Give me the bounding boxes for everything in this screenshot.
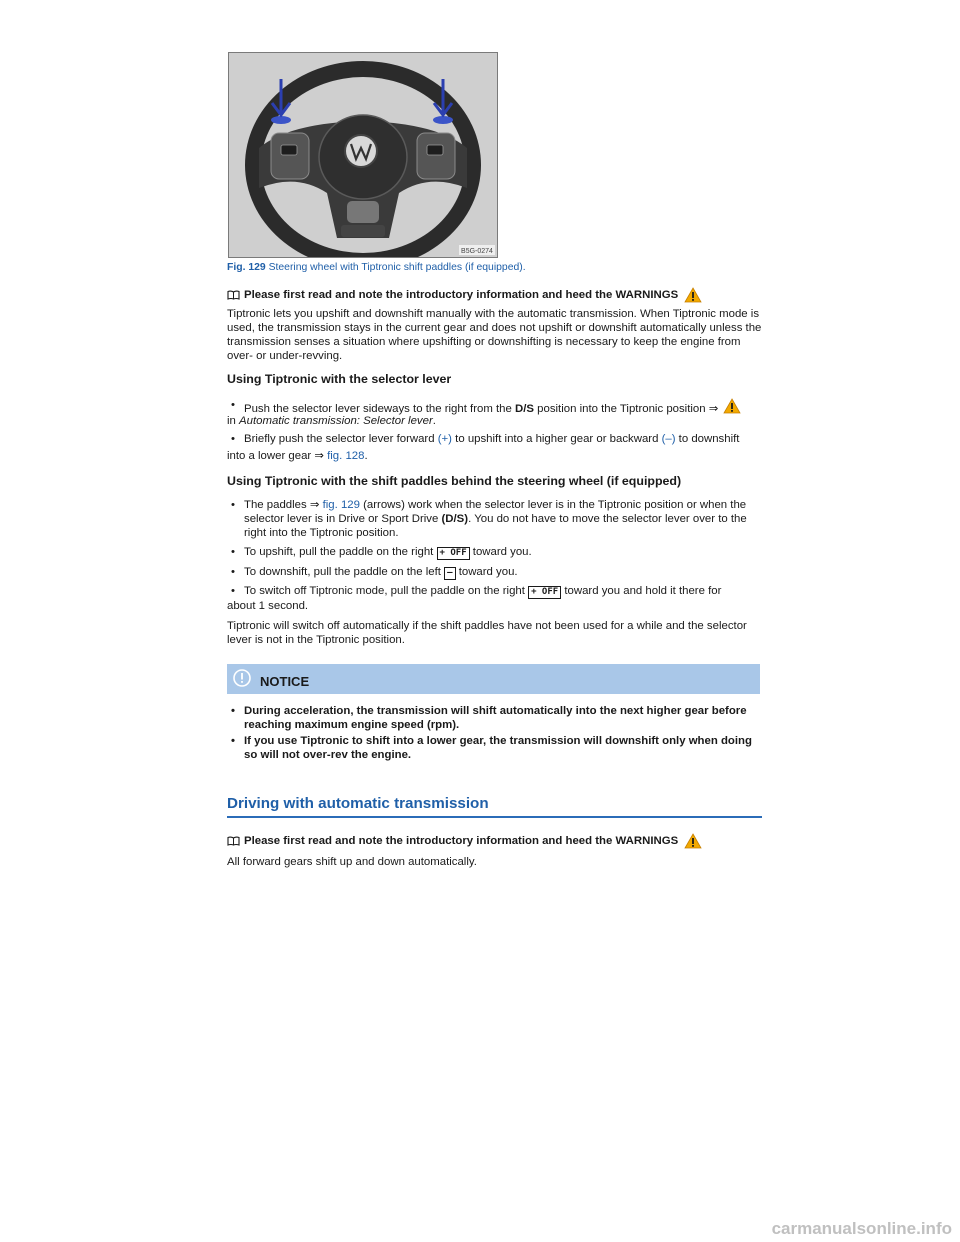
section-lead (227, 833, 762, 849)
footer-watermark: carmanualsonline.info (771, 1219, 952, 1238)
section-body: All forward gears shift up and down automatically. (227, 856, 477, 868)
paddles-bullet-3: • To downshift, pull the paddle on the left – toward you. (231, 566, 518, 578)
selector-bullet-2: • Briefly push the selector lever forward (+) to upshift into a higher gear or backward (–) to downshift (231, 433, 740, 445)
section-title: Driving with automatic transmission (227, 797, 762, 818)
section-lead-text: Please first read and note the introductory information and heed the WARNINGS (244, 835, 679, 847)
downshift-symbol: (–) (661, 433, 676, 445)
fig-129-link[interactable]: fig. 129 (322, 499, 360, 511)
book-icon (227, 836, 240, 846)
fig-128-link[interactable]: fig. 128 (327, 450, 365, 462)
plus-off-key: + OFF (437, 547, 470, 560)
steering-wheel-illustration (229, 53, 497, 257)
notice-exclamation-icon (233, 669, 251, 687)
figure-caption-number: Fig. 129 (227, 262, 266, 273)
selector-position-ds: D/S (514, 403, 534, 415)
notice-title: NOTICE (260, 674, 310, 689)
warning-triangle-icon[interactable] (723, 398, 741, 414)
notice-bar (227, 664, 760, 694)
warning-triangle-icon[interactable] (684, 287, 702, 303)
intro-body: Tiptronic lets you upshift and downshift manually with the automatic transmission. When Tiptronic mode is used, the transmission stays in the current gear and does not upshift or downshift automatically unless the transmission senses a situation where upshifting or downshifting is necessary to keep the engine from over- or under-revving. (227, 308, 762, 362)
plus-off-key: + OFF (528, 586, 561, 599)
notice-bullet-1: • During acceleration, the transmission will shift automatically into the next higher gear before reaching maximum engine speed (rpm). (231, 705, 747, 731)
paddles-heading: Using Tiptronic with the shift paddles behind the steering wheel (if equipped) (227, 474, 682, 488)
selector-lever-link[interactable]: Automatic transmission: Selector lever (239, 415, 433, 427)
paddles-note: Tiptronic will switch off automatically if the shift paddles have not been used for a while and the selector lever is not in the Tiptronic position. (227, 620, 747, 646)
paddles-bullet-1: • The paddles ⇒ fig. 129 (arrows) work when the selector lever is in the Tiptronic position or when the selector lever is in Drive or Sport Drive (D/S). You do not have to move the selector lever over to the right into the Tiptronic position. (231, 499, 747, 539)
figure-caption (227, 261, 526, 275)
figure-code: B5G-0274 (461, 248, 493, 255)
selector-bullet-1: • Push the selector lever sideways to the right from the D/S position into the Tiptronic position ⇒ (227, 398, 762, 416)
minus-key: – (444, 567, 455, 580)
steering-wheel-figure (228, 52, 498, 258)
selector-bullet-1-cont: in Automatic transmission: Selector lever. (227, 415, 436, 427)
book-icon (227, 290, 240, 300)
upshift-symbol: (+) (437, 433, 452, 445)
intro-lead-text: Please first read and note the introductory information and heed the WARNINGS (244, 289, 679, 301)
selector-bullet-2-cont: into a lower gear ⇒ fig. 128. (227, 450, 368, 462)
notice-bullet-2: • If you use Tiptronic to shift into a lower gear, the transmission will downshift only when doing so will not over-rev the engine. (231, 735, 752, 761)
paddles-bullet-4: • To switch off Tiptronic mode, pull the paddle on the right + OFF toward you and hold it there for (231, 585, 722, 597)
figure-caption-text: Steering wheel with Tiptronic shift paddles (if equipped). (265, 262, 526, 273)
paddles-bullet-2: • To upshift, pull the paddle on the right + OFF toward you. (231, 546, 532, 558)
intro-lead (227, 287, 762, 303)
selector-heading: Using Tiptronic with the selector lever (227, 372, 452, 386)
warning-triangle-icon[interactable] (684, 833, 702, 849)
paddles-bullet-4-cont: about 1 second. (227, 600, 309, 612)
